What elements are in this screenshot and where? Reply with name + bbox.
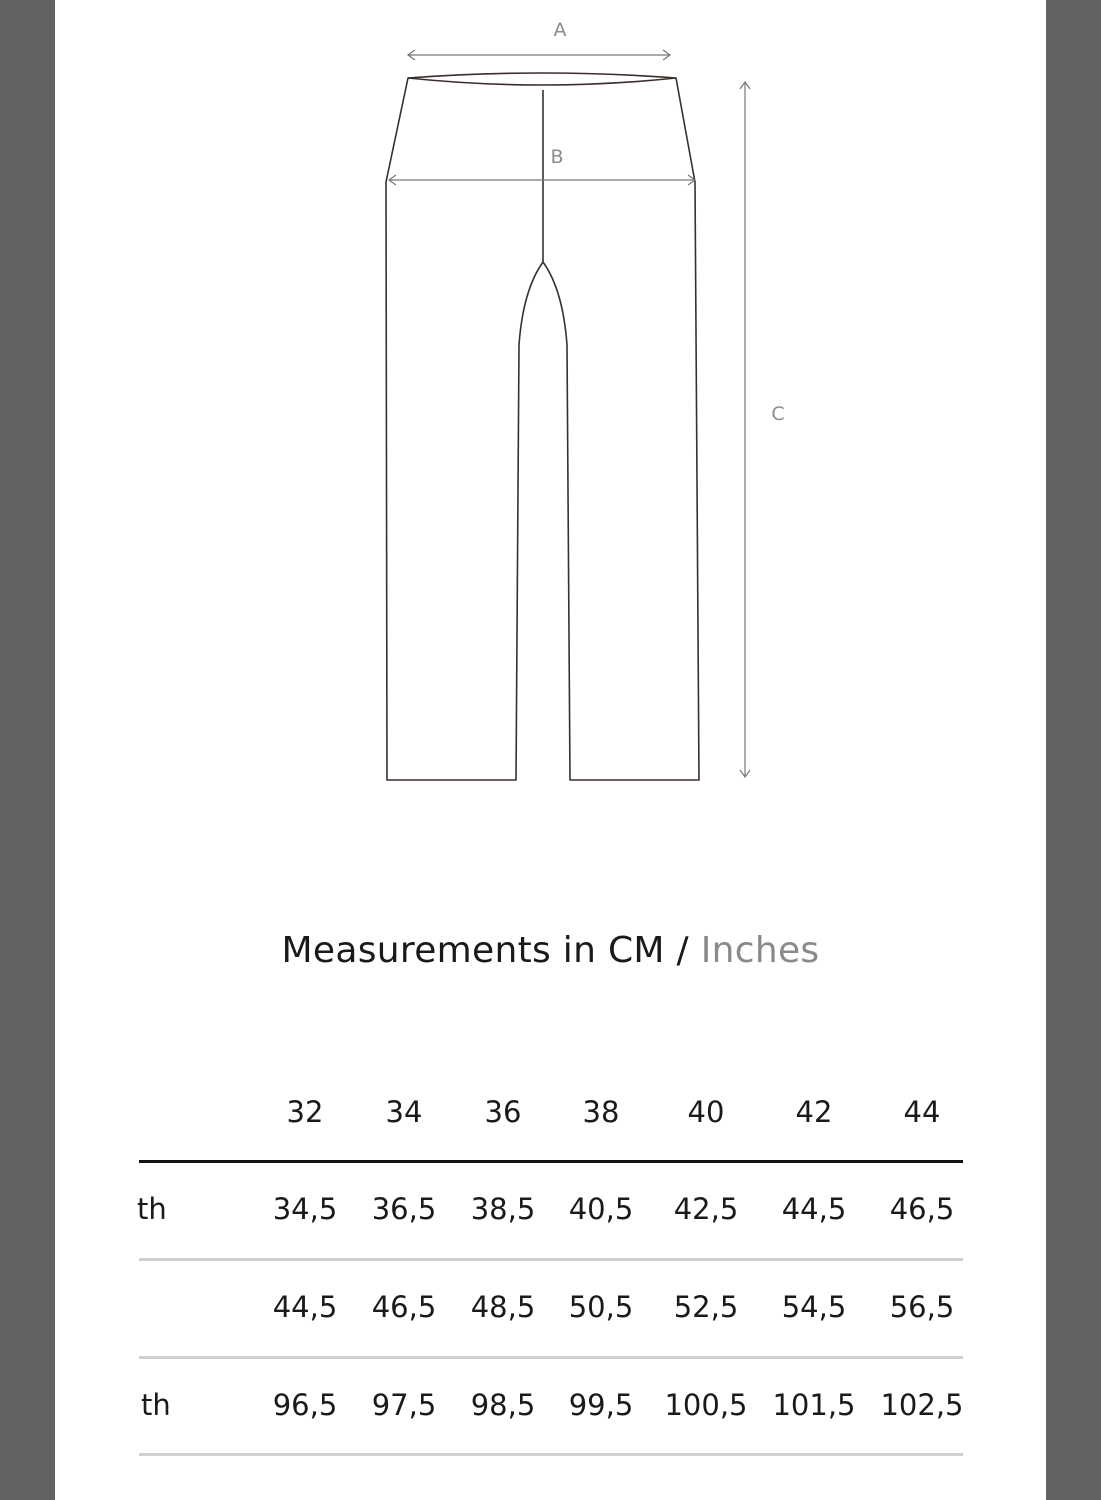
table-cell: 97,5 [371,1388,437,1422]
table-cell: 44,5 [272,1290,338,1324]
table-cell: 98,5 [470,1388,536,1422]
size-header: 42 [795,1095,833,1129]
table-cell: 99,5 [568,1388,634,1422]
dimension-a-label: A [553,19,567,41]
dimension-a-arrow [408,50,670,60]
row-label: th [137,1192,167,1226]
table-cell: 34,5 [272,1192,338,1226]
table-cell: 40,5 [568,1192,634,1226]
table-cell: 50,5 [568,1290,634,1324]
table-cell: 100,5 [664,1388,748,1422]
table-cell: 96,5 [272,1388,338,1422]
table-cell: 46,5 [889,1192,955,1226]
table-cell: 48,5 [470,1290,536,1324]
table-cell: 38,5 [470,1192,536,1226]
table-cell: 36,5 [371,1192,437,1226]
pants-diagram [55,0,1046,800]
size-header: 36 [484,1095,522,1129]
dimension-c-label: C [771,403,785,425]
row-divider [139,1258,963,1261]
table-row [55,1388,1046,1428]
table-cell: 54,5 [781,1290,847,1324]
unit-cm-label[interactable]: Measurements in CM [281,930,665,971]
size-header: 34 [385,1095,423,1129]
unit-separator: / [676,930,689,971]
table-cell: 44,5 [781,1192,847,1226]
table-row [55,1192,1046,1232]
size-header: 32 [286,1095,324,1129]
dimension-b-arrow [389,175,695,185]
table-cell: 102,5 [880,1388,964,1422]
row-divider [139,1356,963,1359]
unit-inches-label[interactable]: Inches [700,930,820,971]
measurements-title [55,930,1046,971]
dimension-b-label: B [550,146,564,168]
size-header: 44 [903,1095,941,1129]
table-cell: 42,5 [673,1192,739,1226]
table-cell: 101,5 [772,1388,856,1422]
dimension-c-arrow [740,82,750,777]
table-row [55,1290,1046,1330]
table-cell: 46,5 [371,1290,437,1324]
table-cell: 52,5 [673,1290,739,1324]
size-header: 38 [582,1095,620,1129]
row-divider [139,1453,963,1456]
header-divider [139,1160,963,1163]
size-header: 40 [687,1095,725,1129]
waistband-line [408,78,676,85]
table-cell: 56,5 [889,1290,955,1324]
size-guide-page [55,0,1046,1500]
row-label: th [141,1388,171,1422]
